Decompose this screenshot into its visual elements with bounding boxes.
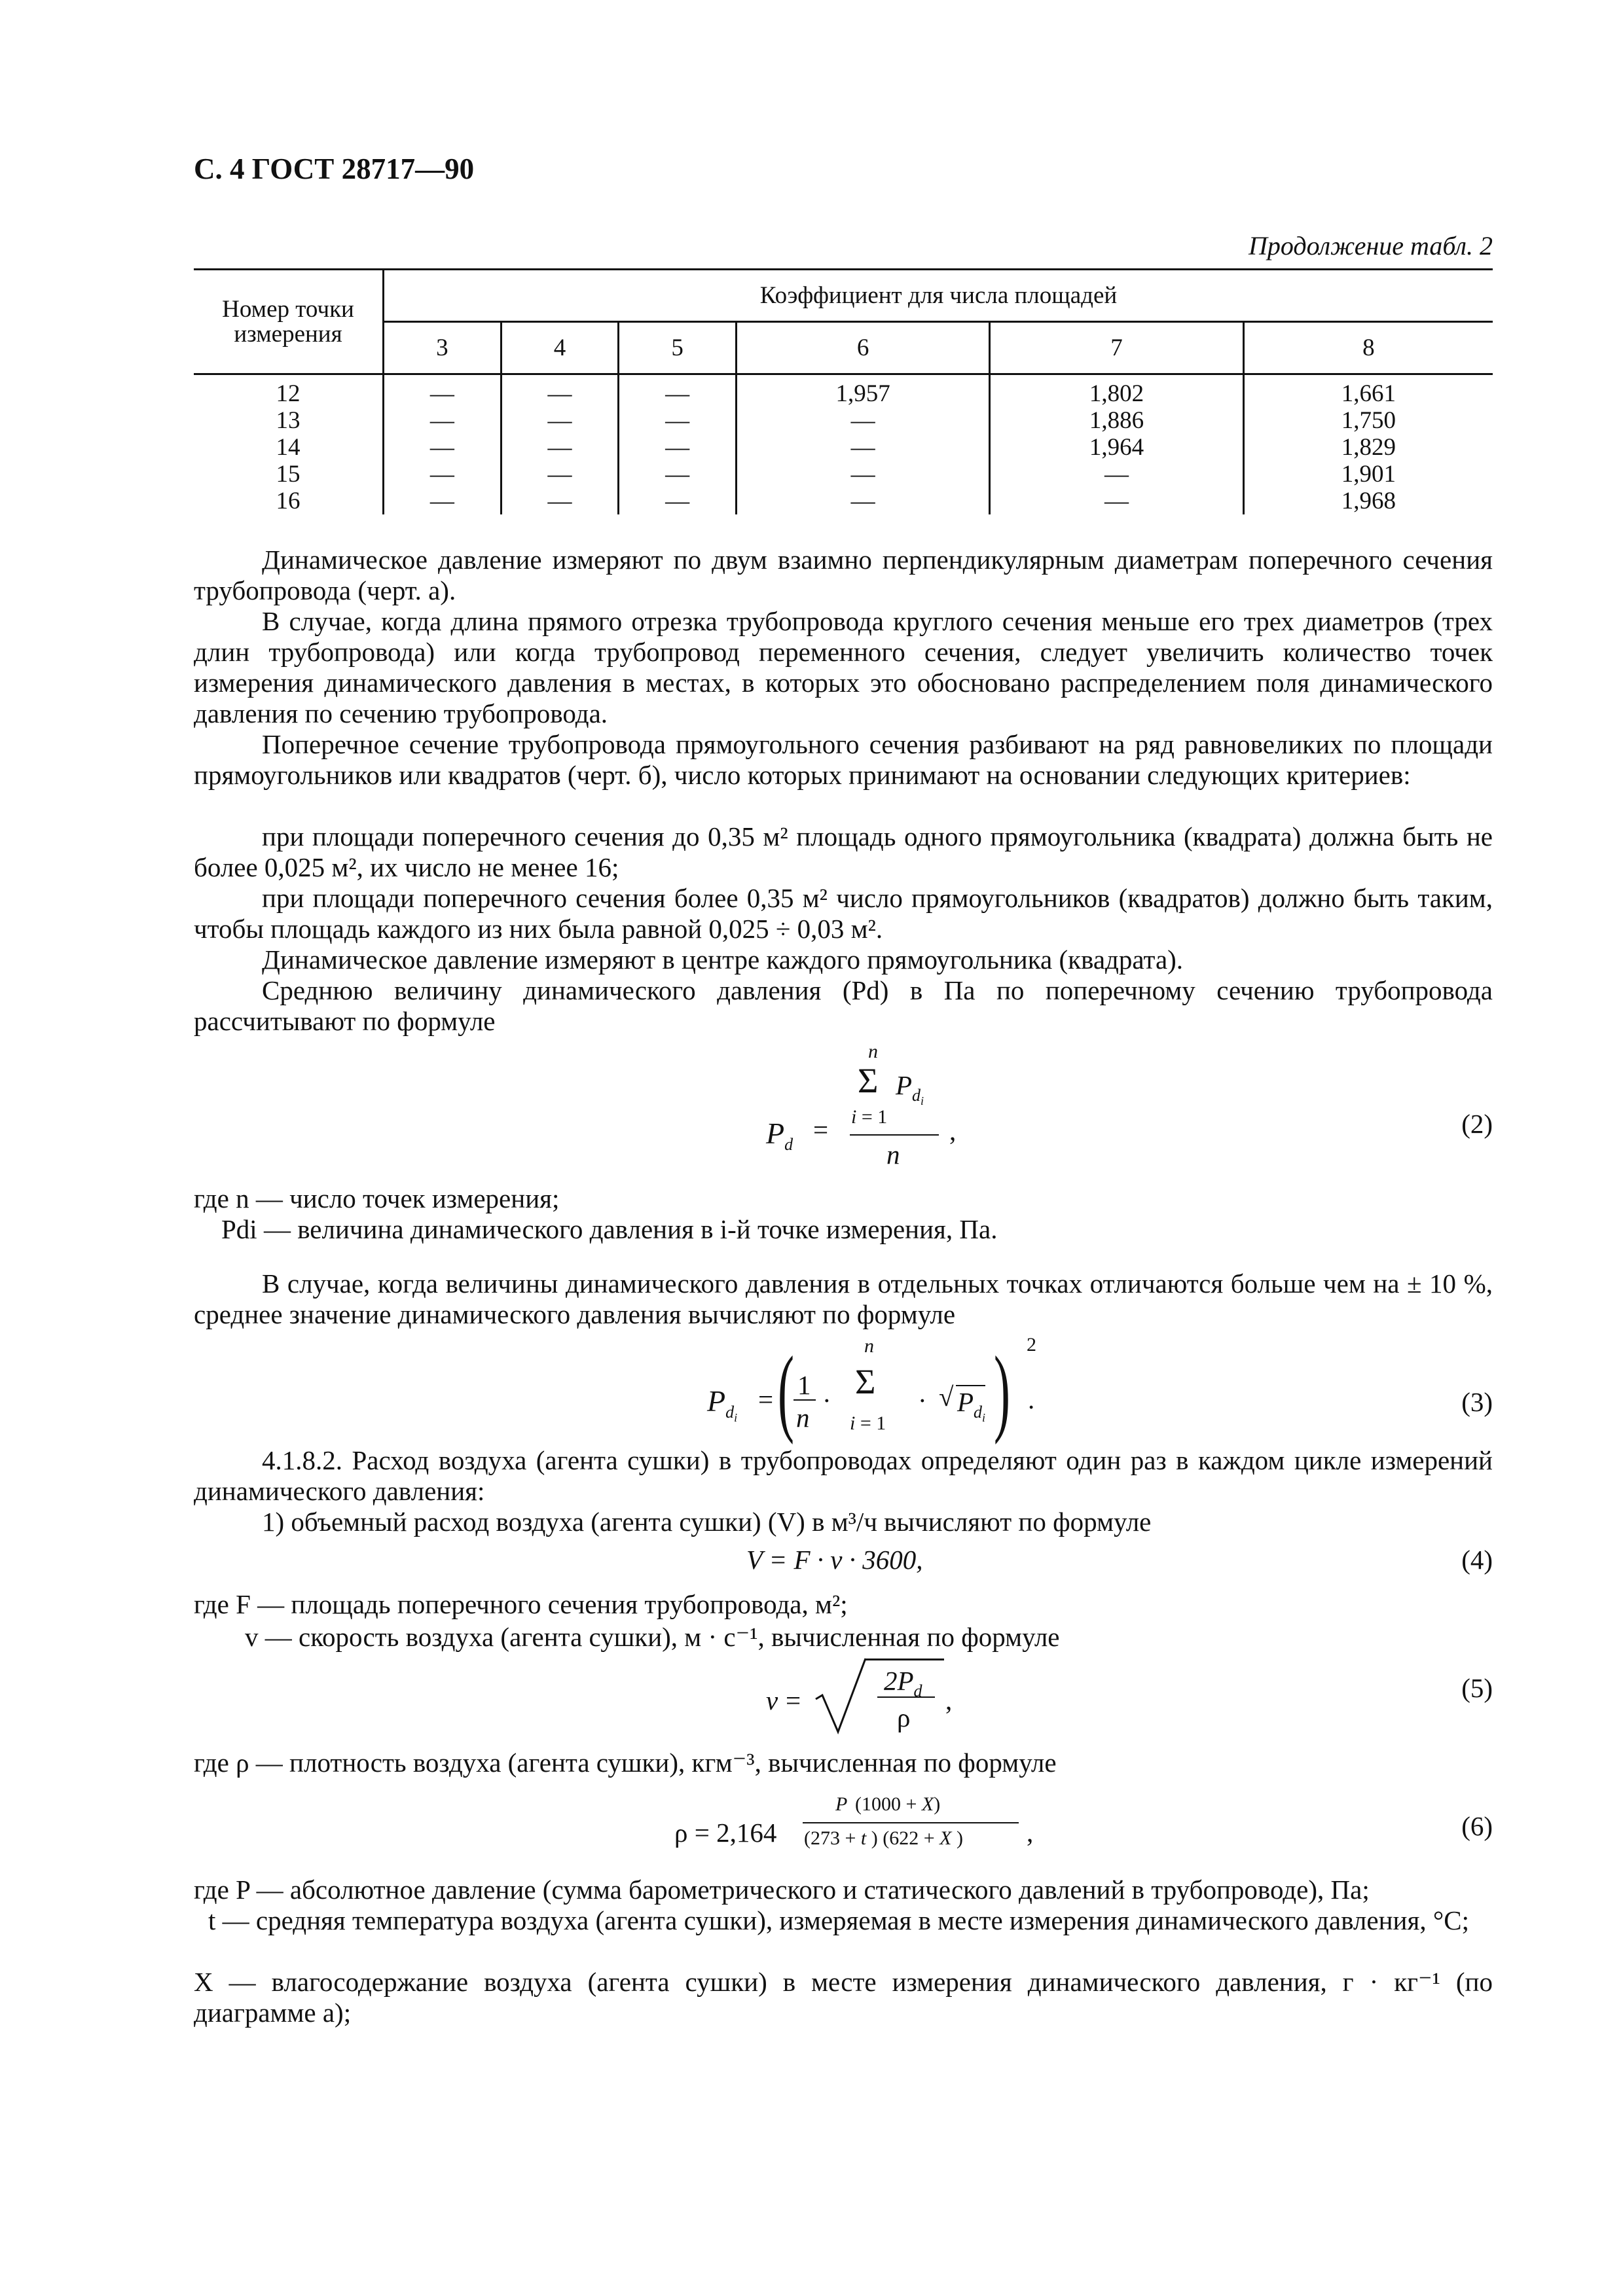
where-rho: где ρ — плотность воздуха (агента сушки), кгм⁻³, вычисленная по формуле [194,1748,1057,1778]
table-row [194,488,1493,514]
formula-3: $P_{d_i}$ = ( 1 n · n Σ i = 1 · √ $P_{d_i}$ ) 2 . [707,1334,1036,1445]
table-cell: — [501,434,619,461]
table-cell: 1,661 [1341,380,1396,407]
table-cell: 1,968 [1341,488,1396,514]
col-header-point: Номер точки измерения [194,270,384,374]
paragraph-3: Поперечное сечение трубопровода прямоугольного сечения разбивают на ряд равновеликих по площади прямоугольников или квадратов (черт. б), число которых принимают на основании следующих критериев: [194,729,1493,790]
paragraph-9: 4.1.8.2. Расход воздуха (агента сушки) в трубопроводах определяют один раз в каждом цикле измерений динамического давления: [194,1445,1493,1506]
where-pdi: Pdi — величина динамического давления в i-й точке измерения, Па. [221,1214,998,1244]
page-header: С. 4 ГОСТ 28717—90 [194,152,475,185]
equation-number-6: (6) [1461,1811,1493,1841]
table-cell: 1,957 [736,374,989,408]
paragraph-1: Динамическое давление измеряют по двум взаимно перпендикулярным диаметрам поперечного сечения трубопровода (черт. а). [194,545,1493,605]
table-cell: — [736,488,989,514]
table-row [194,374,1493,408]
table-cell: — [384,407,501,434]
table-cell: — [501,461,619,488]
formula-6: ρ = 2,164 P (1000 + X) (273 + t ) (622 + X ) , [674,1793,1034,1849]
paragraph-7: Среднюю величину динамического давления (Pd) в Па по поперечному сечению трубопровода рассчитывают по формуле [194,975,1493,1036]
table-row [194,461,1493,488]
equation-number-4: (4) [1461,1545,1493,1575]
paragraph-4: при площади поперечного сечения до 0,35 м² площадь одного прямоугольника (квадрата) должна быть не более 0,025 м², их число не менее 16; [194,821,1493,882]
formula-5: v = $2P_d$ ρ , [766,1656,962,1741]
subcol-header: 8 [1243,322,1493,374]
equation-number-3: (3) [1461,1387,1493,1417]
paragraph-10: 1) объемный расход воздуха (агента сушки) (V) в м³/ч вычисляют по формуле [262,1507,1152,1537]
table-cell: 1,964 [990,434,1243,461]
col-header-coefficient: Коэффициент для числа площадей [384,270,1493,322]
table-row [194,407,1493,434]
subcol-header: 4 [501,322,619,374]
table-cell: — [384,461,501,488]
subcol-header: 5 [619,322,737,374]
where-n: где n — число точек измерения; [194,1183,560,1213]
table-cell: 14 [194,434,384,461]
table-cell: — [619,488,737,514]
formula-2: $P_d$ = n Σ $P_{d_i}$ i = 1 n , [766,1041,957,1170]
table-continuation-label: Продолжение табл. 2 [1248,231,1493,260]
equation-number-2: (2) [1461,1109,1493,1139]
table-cell: 1,886 [990,407,1243,434]
equation-number-5: (5) [1461,1673,1493,1703]
table-cell: — [384,488,501,514]
table-cell: — [501,407,619,434]
paragraph-5: при площади поперечного сечения более 0,35 м² число прямоугольников (квадратов) должно быть таким, чтобы площадь каждого из них была равной 0,025 ÷ 0,03 м². [194,883,1493,944]
paragraph-8: В случае, когда величины динамического давления в отдельных точках отличаются больше чем на ± 10 %, среднее значение динамического давления вычисляют по формуле [194,1268,1493,1329]
table-cell: — [736,434,989,461]
table-cell: — [619,461,737,488]
paragraph-6: Динамическое давление измеряют в центре каждого прямоугольника (квадрата). [262,944,1184,975]
table-cell: 12 [194,374,384,408]
table-cell: 1,802 [990,374,1243,408]
where-x: X — влагосодержание воздуха (агента сушки) в месте измерения динамического давления, г · кг⁻¹ (по диаграмме а); [194,1967,1493,2028]
subcol-header: 7 [990,322,1243,374]
table-cell: — [619,407,737,434]
table-cell: — [990,488,1243,514]
where-p: где P — абсолютное давление (сумма барометрического и статического давлений в трубопроводе), Па; [194,1874,1370,1905]
subcol-header: 6 [736,322,989,374]
table-cell: — [736,461,989,488]
paragraph-2: В случае, когда длина прямого отрезка трубопровода круглого сечения меньше его трех диаметров (трех длин трубопровода) или когда трубопровод переменного сечения, следует увеличить количество точек измерения динамического давления в местах, в которых это обосновано распределением поля динамического давления по сечению трубопровода. [194,606,1493,728]
table-cell: — [501,374,619,408]
where-f: где F — площадь поперечного сечения трубопровода, м²; [194,1589,848,1619]
where-t: t — средняя температура воздуха (агента сушки), измеряемая в месте измерения динамического давления, °С; [208,1905,1469,1935]
table-cell: — [619,434,737,461]
table-cell: — [384,434,501,461]
table-cell: 1,829 [1341,434,1396,461]
table-cell: — [990,461,1243,488]
table-cell: 13 [194,407,384,434]
subcol-header: 3 [384,322,501,374]
table-cell: — [619,374,737,408]
table-cell: 1,750 [1341,407,1396,434]
formula-4: V = F · v · 3600, [746,1545,923,1575]
table-cell: 16 [194,488,384,514]
table-cell: 1,901 [1341,461,1396,488]
coefficients-table [194,268,1493,514]
table-cell: 15 [194,461,384,488]
table-cell: — [384,374,501,408]
table-cell: — [501,488,619,514]
table-row [194,434,1493,461]
table-cell: — [736,407,989,434]
where-v: v — скорость воздуха (агента сушки), м · с⁻¹, вычисленная по формуле [245,1622,1060,1652]
